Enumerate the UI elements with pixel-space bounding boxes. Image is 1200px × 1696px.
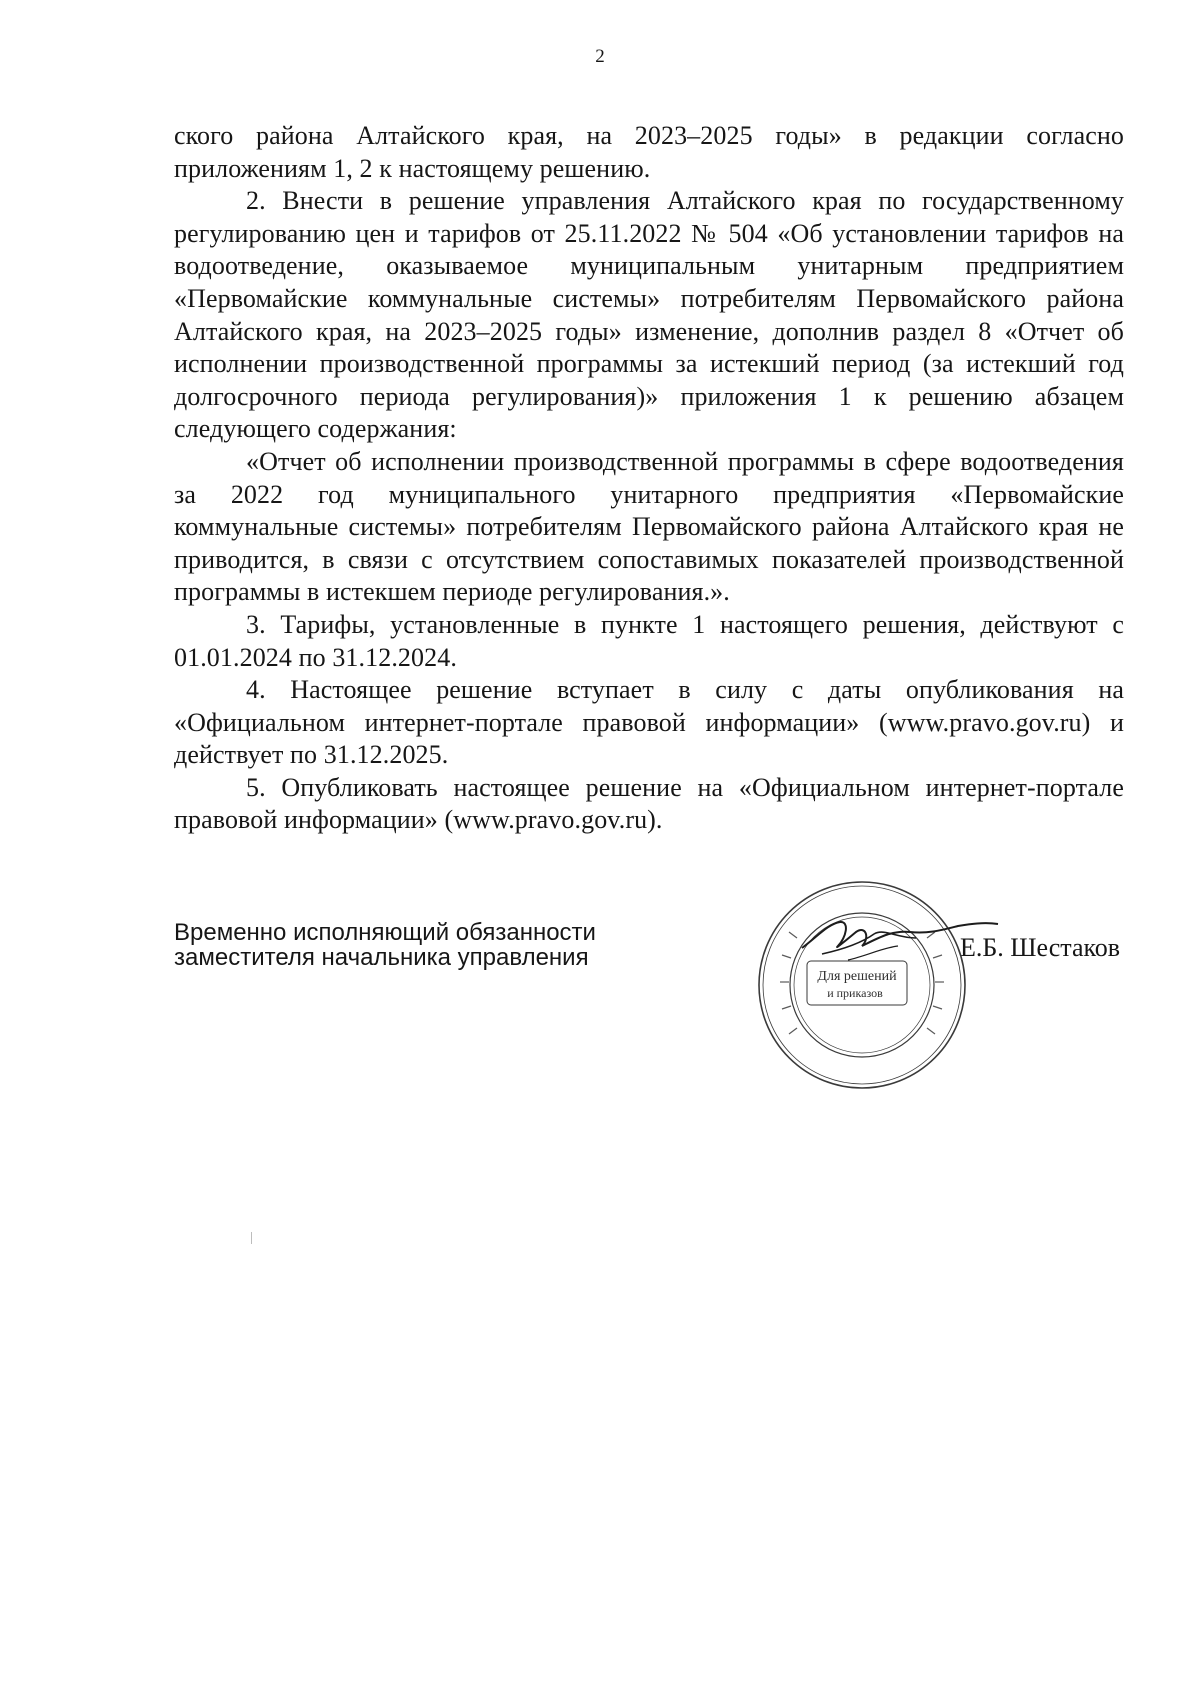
signatory-position xyxy=(174,920,596,970)
paragraph-item-3: 3. Тарифы, установленные в пункте 1 настоящего решения, действуют с 01.01.2024 по 31.12.2024. xyxy=(174,609,1124,672)
paragraph-quoted-report: «Отчет об исполнении производственной программы в сфере водоотведения за 2022 год муниципального унитарного предприятия «Первомайские коммунальные системы» потребителям Первомайского района Алтайского края не приводится, в связи с отсутствием сопоставимых показателей производственной программы в истекшем периоде регулирования.». xyxy=(174,446,1124,607)
paragraph-continuation: ского района Алтайского края, на 2023–2025 годы» в редакции согласно приложениям 1, 2 к настоящему решению. xyxy=(174,121,1124,183)
paragraph-item-2: 2. Внести в решение управления Алтайского края по государственному регулированию цен и тарифов от 25.11.2022 № 504 «Об установлении тарифов на водоотведение, оказываемое муниципальным унитарным предприятием «Первомайские коммунальные системы» потребителям Первомайского района Алтайского края, на 2023–2025 годы» изменение, дополнив раздел 8 «Отчет об исполнении производственной программы за истекший период (за истекший год долгосрочного периода регулирования)» приложения 1 к решению абзацем следующего содержания: xyxy=(174,186,1124,444)
seal-inner-line-2: и приказов xyxy=(827,986,883,1000)
scan-artifact xyxy=(251,1232,252,1244)
seal-inner-line-1: Для решений xyxy=(817,969,897,984)
paragraph-item-5: 5. Опубликовать настоящее решение на «Официальном интернет-портале правовой информации» (www.pravo.gov.ru). xyxy=(174,772,1124,835)
page-number: 2 xyxy=(595,46,605,67)
signatory-position-line-2: заместителя начальника управления xyxy=(174,944,589,971)
paragraph-item-4: 4. Настоящее решение вступает в силу с даты опубликования на «Официальном интернет-портале правовой информации» (www.pravo.gov.ru) и действует по 31.12.2025. xyxy=(174,675,1124,770)
signer-name: Е.Б. Шестаков xyxy=(960,933,1121,962)
signatory-position-line-1: Временно исполняющий обязанности xyxy=(174,919,596,946)
document-body xyxy=(174,120,1124,837)
